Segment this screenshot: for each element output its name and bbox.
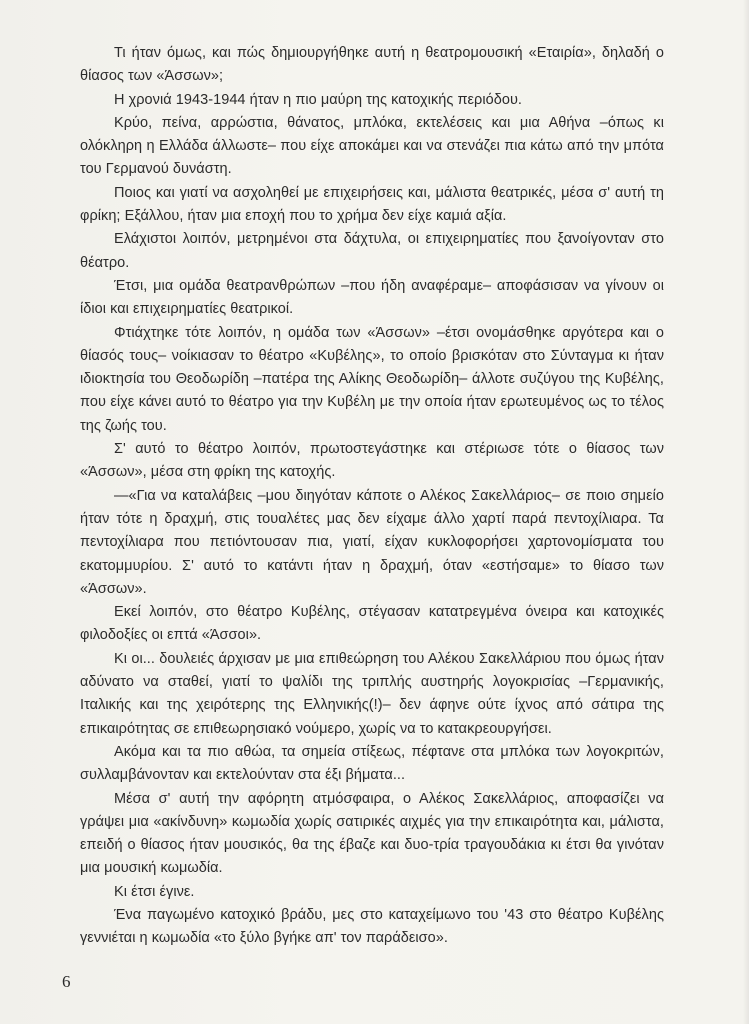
paragraph-15: Ένα παγωμένο κατοχικό βράδυ, μες στο καταχείμωνο του '43 στο θέατρο Κυβέλης γεννιέται η κωμωδία «το ξύλο βγήκε απ' τον παράδεισο». xyxy=(80,906,664,947)
body-text xyxy=(80,42,664,951)
paragraph-12: Ακόμα και τα πιο αθώα, τα σημεία στίξεως, πέφτανε στα μπλόκα των λογοκριτών, συλλαμβάνονταν και εκτελούνταν στα έξι βήματα... xyxy=(80,743,664,784)
paragraph-9: —«Για να καταλάβεις –μου διηγόταν κάποτε ο Αλέκος Σακελλάριος– σε ποιο σημείο ήταν τότε η δραχμή, στις τουαλέτες μας δεν είχαμε άλλο χαρτί παρά πεντοχίλιαρα. Τα πεντοχίλιαρα που πετιόντουσαν πια, γιατί, είχαν κυκλοφορήσει χαρτονομίσματα του εκατομμυρίου. Σ' αυτό το κατάντι ήταν η δραχμή, όταν «εστήσαμε» το θίασο των «Άσσων». xyxy=(80,487,664,597)
paragraph-10: Εκεί λοιπόν, στο θέατρο Κυβέλης, στέγασαν κατατρεγμένα όνειρα και κατοχικές φιλοδοξίες οι επτά «Άσσοι». xyxy=(80,604,664,644)
page-edge-shadow xyxy=(743,0,749,1024)
paragraph-6: Έτσι, μια ομάδα θεατρανθρώπων –που ήδη αναφέραμε– αποφάσισαν να γίνουν οι ίδιοι και επιχειρηματίες θεατρικοί. xyxy=(80,277,664,318)
paragraph-11: Κι οι... δουλειές άρχισαν με μια επιθεώρηση του Αλέκου Σακελλάριου που όμως ήταν αδύνατο να σταθεί, γιατί το ψαλίδι της τριπλής αυστηρής λογοκρισίας –Γερμανικής, Ιταλικής και της χειρότερης της Ελληνικής(!)– δεν άφηνε ούτε ίχνος από σάτιρα της επικαιρότητας σε επιθεωρησιακό νούμερο, χωρίς να το κατακρεουργήσει. xyxy=(80,650,664,737)
paragraph-1: Τι ήταν όμως, και πώς δημιουργήθηκε αυτή η θεατρομουσική «Εταιρία», δηλαδή ο θίασος των «Άσσων»; xyxy=(80,45,664,85)
paragraph-3: Κρύο, πείνα, αρρώστια, θάνατος, μπλόκα, εκτελέσεις και μια Αθήνα –όπως κι ολόκληρη η Ελλάδα άλλωστε– που είχε αποκάμει και να στενάζει πια κάτω από την μπότα του Γερμανού δυνάστη. xyxy=(80,114,664,178)
paragraph-8: Σ' αυτό το θέατρο λοιπόν, πρωτοστεγάστηκε και στέριωσε τότε ο θίασος των «Άσσων», μέσα στη φρίκη της κατοχής. xyxy=(80,441,664,481)
paragraph-2: Η χρονιά 1943-1944 ήταν η πιο μαύρη της κατοχικής περιόδου. xyxy=(114,91,523,108)
paragraph-4: Ποιος και γιατί να ασχοληθεί με επιχειρήσεις και, μάλιστα θεατρικές, μέσα σ' αυτή τη φρίκη; Εξάλλου, ήταν μια εποχή που το χρήμα δεν είχε καμιά αξία. xyxy=(80,184,664,225)
page-number: 6 xyxy=(62,972,71,991)
paragraph-13: Μέσα σ' αυτή την αφόρητη ατμόσφαιρα, ο Αλέκος Σακελλάριος, αποφασίζει να γράψει μια «ακίνδυνη» κωμωδία χωρίς σατιρικές αιχμές για την επικαιρότητα και, μάλιστα, επειδή ο θίασος ήταν μουσικός, θα της έβαζε και δυο-τρία τραγουδάκια κι έτσι θα γινόταν μια μουσική κωμωδία. xyxy=(80,790,664,877)
paragraph-5: Ελάχιστοι λοιπόν, μετρημένοι στα δάχτυλα, οι επιχειρηματίες που ξανοίγονταν στο θέατρο. xyxy=(80,231,664,271)
paragraph-7: Φτιάχτηκε τότε λοιπόν, η ομάδα των «Άσσων» –έτσι ονομάσθηκε αργότερα και ο θίασός τους– νοίκιασαν το θέατρο «Κυβέλης», το οποίο βρισκόταν στο Σύνταγμα κι ήταν ιδιοκτησία του Θεοδωρίδη –πατέρα της Αλίκης Θεοδωρίδη– άλλοτε συζύγου της Κυβέλης, που είχε κάνει αυτό το θέατρο για την Κυβέλη με την οποία ήταν ερωτευμένος ως το τέλος της ζωής του. xyxy=(80,324,664,434)
paragraph-14: Κι έτσι έγινε. xyxy=(114,883,195,900)
